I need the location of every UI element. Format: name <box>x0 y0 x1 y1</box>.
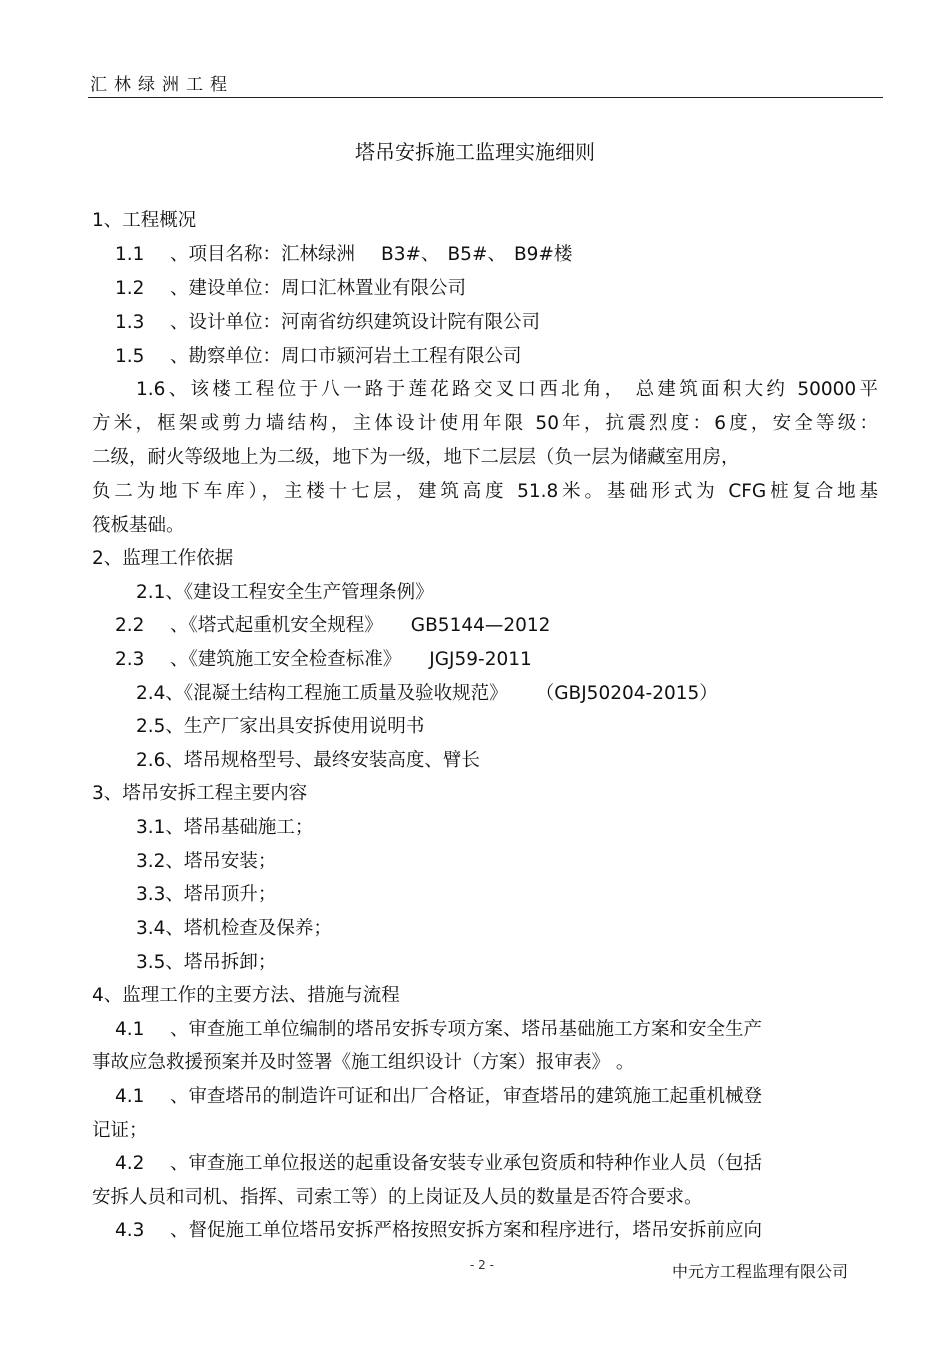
item-4-1a-line-1 <box>115 1015 762 1041</box>
item-2-4 <box>136 679 718 705</box>
item-number: 1.5 <box>115 346 145 367</box>
item-number: 4.2 <box>115 1153 145 1174</box>
item-1-3 <box>115 308 540 334</box>
item-1-1 <box>115 240 572 266</box>
item-1-5 <box>115 342 522 368</box>
building-b9: B9#楼 <box>513 244 573 265</box>
building-b3: B3#、 <box>381 244 440 265</box>
item-text: 、审查塔吊的制造许可证和出厂合格证，审查塔吊的建筑施工起重机械登 <box>170 1086 763 1107</box>
item-text: 、项目名称：汇林绿洲 <box>170 244 356 265</box>
item-1-6-line-3: 二级，耐火等级地上为二级，地下为一级，地下二层层（负一层为储藏室用房， <box>92 447 740 468</box>
item-1-6-line-1: 1.6、该楼工程位于八一路于莲花路交叉口西北角， 总建筑面积大约 50000平 <box>136 379 878 400</box>
item-number: 4.1 <box>115 1086 145 1107</box>
item-number: 4.3 <box>115 1220 145 1241</box>
header-rule <box>88 97 883 98</box>
item-2-1: 2.1、《建设工程安全生产管理条例》 <box>136 582 434 603</box>
item-2-3 <box>115 645 532 671</box>
item-text: 、《塔式起重机安全规程》 <box>170 615 383 636</box>
item-1-6-line-2: 方米，框架或剪力墙结构，主体设计使用年限 50年，抗震烈度：6度，安全等级： <box>92 413 878 434</box>
item-1-2 <box>115 274 466 300</box>
item-text: 2.4、《混凝土结构工程施工质量及验收规范》 <box>136 683 508 704</box>
footer-company: 中元方工程监理有限公司 <box>672 1262 849 1281</box>
item-4-2-line-1 <box>115 1149 762 1175</box>
standard-code: GB5144—2012 <box>410 615 551 636</box>
item-text: 、审查施工单位报送的起重设备安装专业承包资质和特种作业人员（包括 <box>170 1153 763 1174</box>
section-1-heading: 1、工程概况 <box>92 210 197 231</box>
item-text: 、勘察单位：周口市颍河岩土工程有限公司 <box>170 346 522 367</box>
item-3-3: 3.3、塔吊顶升； <box>136 884 277 905</box>
item-4-1a-line-2: 事故应急救援预案并及时签署《施工组织设计（方案）报审表》 。 <box>92 1052 635 1073</box>
section-2-heading: 2、监理工作依据 <box>92 548 234 569</box>
item-3-4: 3.4、塔机检查及保养； <box>136 918 332 939</box>
section-4-heading: 4、监理工作的主要方法、措施与流程 <box>92 985 400 1006</box>
item-3-1: 3.1、塔吊基础施工； <box>136 817 314 838</box>
building-b5: B5#、 <box>447 244 506 265</box>
item-text: 、《建筑施工安全检查标准》 <box>170 649 402 670</box>
item-1-6-line-4: 负二为地下车库），主楼十七层，建筑高度 51.8米。基础形式为 CFG桩复合地基 <box>92 481 878 502</box>
item-3-2: 3.2、塔吊安装； <box>136 851 277 872</box>
item-4-1b-line-2: 记证； <box>92 1120 148 1141</box>
item-number: 1.1 <box>115 244 145 265</box>
item-number: 4.1 <box>115 1019 145 1040</box>
item-text: 、督促施工单位塔吊安拆严格按照安拆方案和程序进行，塔吊安拆前应向 <box>170 1220 763 1241</box>
item-2-2 <box>115 611 550 637</box>
document-title: 塔吊安拆施工监理实施细则 <box>355 140 595 164</box>
item-text: 、设计单位：河南省纺织建筑设计院有限公司 <box>170 312 541 333</box>
section-3-heading: 3、塔吊安拆工程主要内容 <box>92 783 308 804</box>
item-number: 2.2 <box>115 615 145 636</box>
standard-code: JGJ59-2011 <box>429 649 532 670</box>
item-2-5: 2.5、生产厂家出具安拆使用说明书 <box>136 716 425 737</box>
item-3-5: 3.5、塔吊拆卸； <box>136 952 277 973</box>
standard-code: （GBJ50204-2015） <box>535 683 718 704</box>
item-text: 、审查施工单位编制的塔吊安拆专项方案、塔吊基础施工方案和安全生产 <box>170 1019 763 1040</box>
item-2-6: 2.6、塔吊规格型号、最终安装高度、臂长 <box>136 750 480 771</box>
item-4-3-line-1 <box>115 1216 762 1242</box>
item-1-6-line-5: 筏板基础。 <box>92 515 185 536</box>
item-4-1b-line-1 <box>115 1082 762 1108</box>
item-text: 、建设单位：周口汇林置业有限公司 <box>170 278 467 299</box>
item-number: 1.2 <box>115 278 145 299</box>
item-4-2-line-2: 安拆人员和司机、指挥、司索工等）的上岗证及人员的数量是否符合要求。 <box>92 1187 703 1208</box>
page-number: - 2 - <box>470 1258 494 1272</box>
item-number: 2.3 <box>115 649 145 670</box>
running-header: 汇林绿洲工程 <box>90 75 234 95</box>
item-number: 1.3 <box>115 312 145 333</box>
